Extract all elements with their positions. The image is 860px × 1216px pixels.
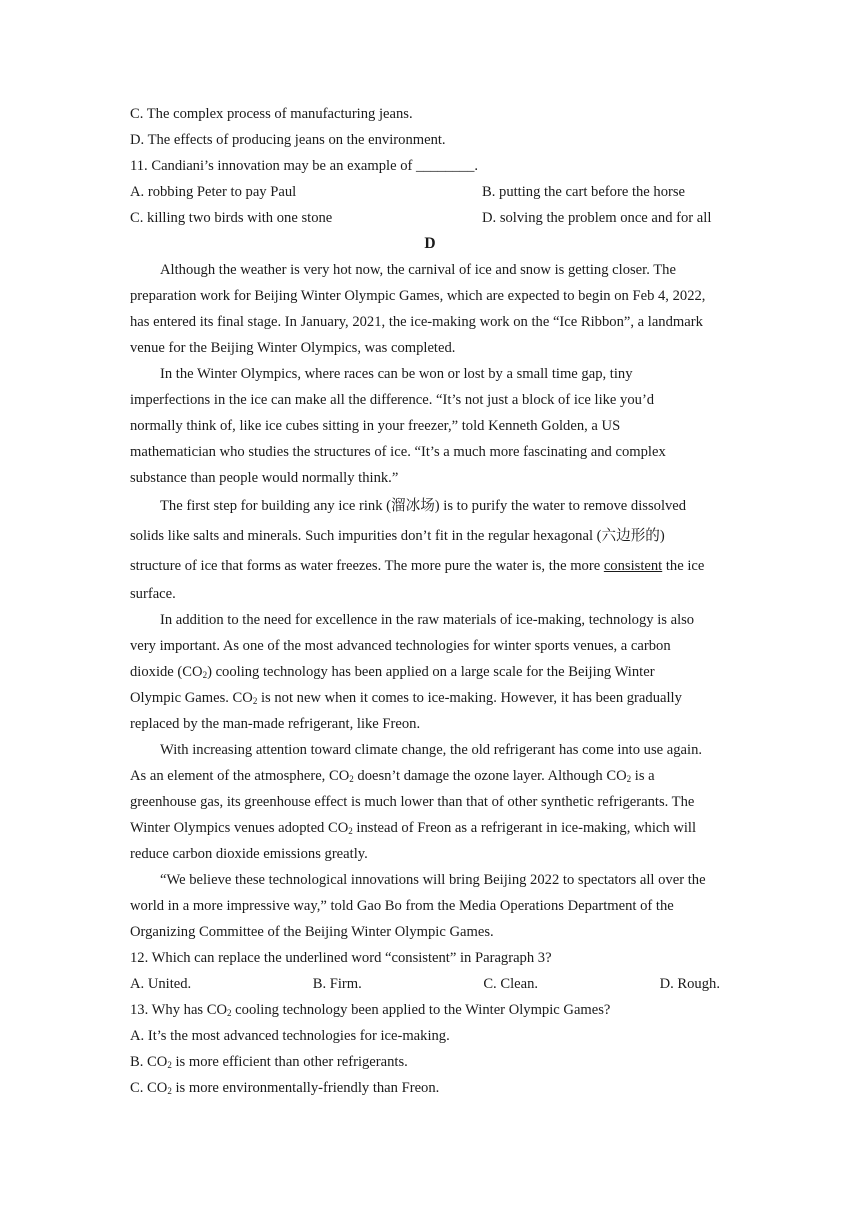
subscript: 2 <box>167 1060 172 1070</box>
p5-line: With increasing attention toward climate change, the old refrigerant has come into use again. <box>160 742 703 758</box>
q13-text: C. CO <box>130 1080 168 1096</box>
p4-line: very important. As one of the most advanced technologies for winter sports venues, a carbon <box>130 638 671 654</box>
p5-text: instead of Freon as a refrigerant in ice-making, which will <box>352 820 697 836</box>
q13-option-c <box>130 1075 730 1101</box>
p4-line <box>130 659 730 685</box>
p2-line: imperfections in the ice can make all the difference. “It’s not just a block of ice like you’d <box>130 392 655 408</box>
subscript: 2 <box>252 696 258 706</box>
p6-line: “We believe these technological innovations will bring Beijing 2022 to spectators all over the <box>160 872 706 888</box>
q12-option-b: B. Firm. <box>312 976 362 992</box>
p3-line: The first step for building any ice rink (溜冰场) is to purify the water to remove dissolved <box>160 498 687 514</box>
p1-line: has entered its final stage. In January, 2021, the ice-making work on the “Ice Ribbon”, a landmark <box>130 314 703 330</box>
q12-question: 12. Which can replace the underlined word “consistent” in Paragraph 3? <box>130 950 552 966</box>
passage-heading: D <box>424 235 436 252</box>
p5-line <box>130 763 730 789</box>
q11-option-a: A. robbing Peter to pay Paul <box>130 184 297 200</box>
p5-text: is a <box>631 768 655 784</box>
q10-option-d: D. The effects of producing jeans on the environment. <box>130 132 446 148</box>
p3-line: solids like salts and minerals. Such impurities don’t fit in the regular hexagonal (六边形的) <box>130 528 665 544</box>
q13-text: is more environmentally-friendly than Freon. <box>171 1080 440 1096</box>
q13-text: cooling technology been applied to the Winter Olympic Games? <box>231 1002 611 1018</box>
p4-line: replaced by the man-made refrigerant, like Freon. <box>130 716 421 732</box>
q13-question <box>130 997 730 1023</box>
p5-text: As an element of the atmosphere, CO <box>130 768 350 784</box>
q11-question: 11. Candiani’s innovation may be an example of ________. <box>130 158 479 174</box>
p5-line <box>130 815 730 841</box>
p3-text: structure of ice that forms as water freezes. The more pure the water is, the more <box>130 558 604 574</box>
q13-text: is more efficient than other refrigerants. <box>171 1054 408 1070</box>
p4-text: dioxide (CO <box>130 664 203 680</box>
p4-line <box>130 685 730 711</box>
p2-line: normally think of, like ice cubes sitting in your freezer,” told Kenneth Golden, a US <box>130 418 621 434</box>
subscript: 2 <box>227 1008 232 1018</box>
p5-line: reduce carbon dioxide emissions greatly. <box>130 846 368 862</box>
p3-text: the ice <box>662 558 705 574</box>
q11-option-d: D. solving the problem once and for all <box>482 210 712 226</box>
q13-text: B. CO <box>130 1054 168 1070</box>
subscript: 2 <box>202 670 208 680</box>
subscript: 2 <box>349 774 354 784</box>
p3-line: surface. <box>130 586 176 602</box>
p1-line: venue for the Beijing Winter Olympics, was completed. <box>130 340 456 356</box>
p5-text: doesn’t damage the ozone layer. Although CO <box>353 768 627 784</box>
q11-option-b: B. putting the cart before the horse <box>482 184 686 200</box>
subscript: 2 <box>626 774 632 784</box>
q12-option-d: D. Rough. <box>659 976 720 992</box>
p5-text: Winter Olympics venues adopted CO <box>130 820 349 836</box>
q11-option-c: C. killing two birds with one stone <box>130 210 333 226</box>
q12-option-a: A. United. <box>130 976 192 992</box>
p2-line: mathematician who studies the structures of ice. “It’s a much more fascinating and complex <box>130 444 666 460</box>
q12-options <box>130 971 730 997</box>
p2-line: substance than people would normally think.” <box>130 470 399 486</box>
p1-line: preparation work for Beijing Winter Olympic Games, which are expected to begin on Feb 4, 2022, <box>130 288 706 304</box>
q10-option-c: C. The complex process of manufacturing jeans. <box>130 106 413 122</box>
p6-line: Organizing Committee of the Beijing Winter Olympic Games. <box>130 924 494 940</box>
p1-line: Although the weather is very hot now, the carnival of ice and snow is getting closer. The <box>160 262 676 278</box>
p4-text: ) cooling technology has been applied on a large scale for the Beijing Winter <box>207 664 655 680</box>
q13-option-b <box>130 1049 730 1075</box>
p4-line: In addition to the need for excellence in the raw materials of ice-making, technology is also <box>160 612 695 628</box>
p4-text: Olympic Games. CO <box>130 690 253 706</box>
exam-page <box>130 101 730 1101</box>
p3-line <box>130 551 730 581</box>
q11-options-row1 <box>130 179 730 205</box>
p2-line: In the Winter Olympics, where races can be won or lost by a small time gap, tiny <box>160 366 633 382</box>
q13-option-a: A. It’s the most advanced technologies for ice-making. <box>130 1028 450 1044</box>
p6-line: world in a more impressive way,” told Gao Bo from the Media Operations Department of the <box>130 898 674 914</box>
q12-option-c: C. Clean. <box>483 976 539 992</box>
q11-options-row2 <box>130 205 730 231</box>
subscript: 2 <box>167 1086 172 1096</box>
subscript: 2 <box>348 826 353 836</box>
p4-text: is not new when it comes to ice-making. However, it has been gradually <box>257 690 682 706</box>
p5-line: greenhouse gas, its greenhouse effect is much lower than that of other synthetic refrigerants. The <box>130 794 695 810</box>
underlined-word-consistent: consistent <box>603 558 663 574</box>
q13-text: 13. Why has CO <box>130 1002 228 1018</box>
